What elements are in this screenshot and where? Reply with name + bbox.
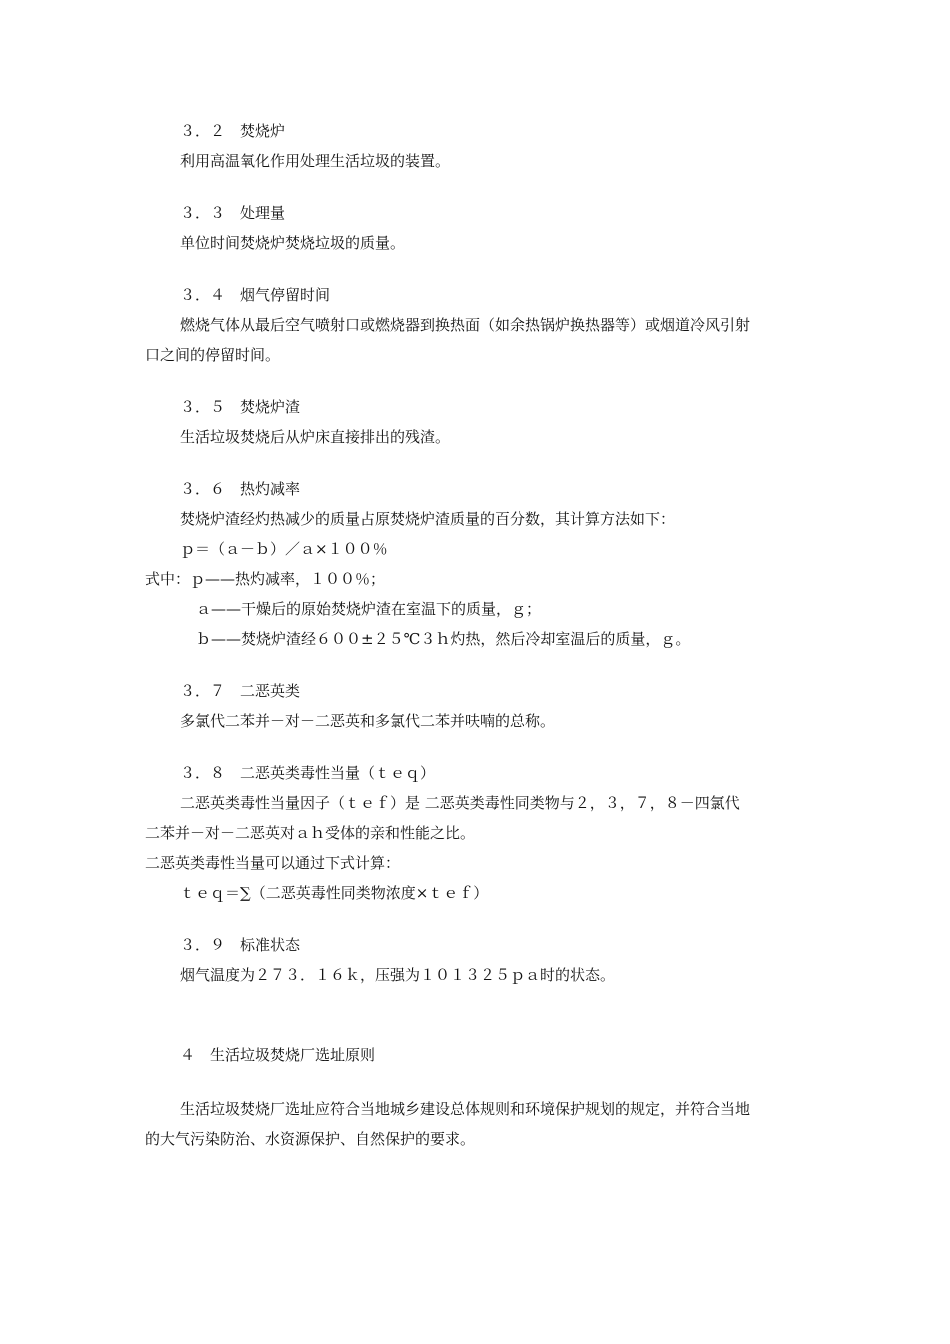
formula: ｔｅｑ＝∑（二恶英毒性同类物浓度×ｔｅｆ） xyxy=(180,884,489,902)
chapter-body: 生活垃圾焚烧厂选址应符合当地城乡建设总体规则和环境保护规划的规定，并符合当地 xyxy=(180,1100,751,1118)
section-heading-3-7: ３．７ 二恶英类 xyxy=(180,682,301,700)
section-body: 生活垃圾焚烧后从炉床直接排出的残渣。 xyxy=(180,428,451,446)
section-body: 单位时间焚烧炉焚烧垃圾的质量。 xyxy=(180,234,406,252)
section-heading-3-4: ３．４ 烟气停留时间 xyxy=(180,286,331,304)
formula-legend: ａ——干燥后的原始焚烧炉渣在室温下的质量，ｇ； xyxy=(196,600,542,618)
section-body: 二苯并－对－二恶英对ａｈ受体的亲和性能之比。 xyxy=(145,824,476,842)
section-heading-3-8: ３．８ 二恶英类毒性当量（ｔｅｑ） xyxy=(180,764,436,782)
chapter-body: 的大气污染防治、水资源保护、自然保护的要求。 xyxy=(145,1130,476,1148)
section-heading-3-3: ３．３ 处理量 xyxy=(180,204,286,222)
section-heading-3-5: ３．５ 焚烧炉渣 xyxy=(180,398,301,416)
section-heading-3-6: ３．６ 热灼减率 xyxy=(180,480,301,498)
formula: ｐ＝（ａ－ｂ）／ａ×１００％ xyxy=(180,540,388,558)
section-body: 二恶英类毒性当量可以通过下式计算： xyxy=(145,854,401,872)
section-body: 烟气温度为２７３．１６ｋ，压强为１０１３２５ｐａ时的状态。 xyxy=(180,966,616,984)
formula-legend: ｂ——焚烧炉渣经６００±２５℃３ｈ灼热，然后冷却室温后的质量，ｇ。 xyxy=(196,630,691,648)
formula-legend: 式中：ｐ——热灼减率，１００％； xyxy=(145,570,386,588)
section-body: 二恶英类毒性当量因子（ｔｅｆ）是 二恶英类毒性同类物与２，３，７，８－四氯代 xyxy=(180,794,740,812)
section-body: 焚烧炉渣经灼热减少的质量占原焚烧炉渣质量的百分数，其计算方法如下： xyxy=(180,510,676,528)
section-body: 口之间的停留时间。 xyxy=(145,346,281,364)
chapter-heading-4: ４ 生活垃圾焚烧厂选址原则 xyxy=(180,1046,376,1064)
section-body: 燃烧气体从最后空气喷射口或燃烧器到换热面（如余热锅炉换热器等）或烟道冷风引射 xyxy=(180,316,751,334)
section-body: 利用高温氧化作用处理生活垃圾的装置。 xyxy=(180,152,451,170)
section-heading-3-2: ３．２ 焚烧炉 xyxy=(180,122,286,140)
section-body: 多氯代二苯并－对－二恶英和多氯代二苯并呋喃的总称。 xyxy=(180,712,556,730)
section-heading-3-9: ３．９ 标准状态 xyxy=(180,936,301,954)
